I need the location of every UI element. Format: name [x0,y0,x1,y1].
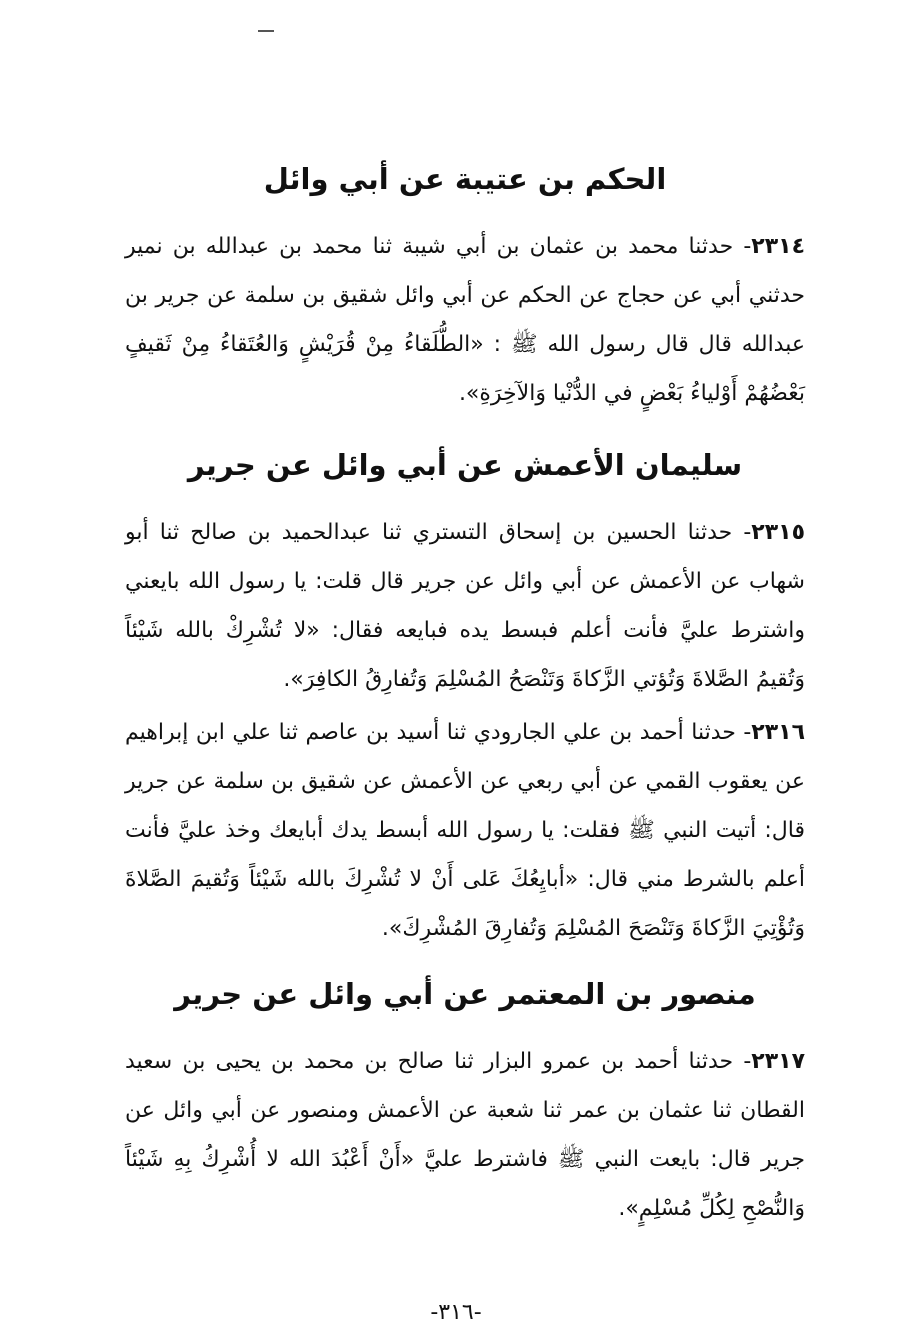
hadith-2317 [125,1037,805,1233]
hadith-2316 [125,708,805,953]
hadith-text: - حدثنا أحمد بن عمرو البزار ثنا صالح بن محمد بن يحيى بن سعيد القطان ثنا عثمان بن عمر ثنا شعبة عن الأعمش ومنصور عن أبي وائل عن جرير قال: بايعت النبي ﷺ فاشترط عليَّ «أَنْ أَعْبُدَ الله لا أُشْرِكُ بِهِ شَيْئاً وَالنُّصْحِ لِكُلِّ مُسْلِمٍ». [125,1049,805,1221]
hadith-number: ٢٣١٥ [751,520,805,545]
hadith-2315 [125,508,805,704]
hadith-2314 [125,222,805,418]
page-number: -٣١٦- [430,1300,482,1325]
section-heading-mansur: منصور بن المعتمر عن أبي وائل عن جرير [174,977,756,1011]
hadith-text: - حدثنا الحسين بن إسحاق التستري ثنا عبدالحميد بن صالح ثنا أبو شهاب عن الأعمش عن أبي وائل عن جرير قال قلت: يا رسول الله بايعني واشترط عليَّ فأنت أعلم فبسط يده فبايعه فقال: «لا تُشْرِكْ بالله شَيْئاً وَتُقيمُ الصَّلاةَ وَتُؤتي الزَّكاةَ وَتَنْصَحُ المُسْلِمَ وَتُفارِقُ الكافِرَ». [125,520,805,692]
hadith-number: ٢٣١٦ [751,720,805,745]
page-top-mark [258,30,274,32]
section-heading-hakam: الحكم بن عتيبة عن أبي وائل [263,162,667,196]
hadith-text: - حدثنا محمد بن عثمان بن أبي شيبة ثنا محمد بن عبدالله بن نمير حدثني أبي عن حجاج عن الحكم عن أبي وائل شقيق بن سلمة عن جرير بن عبدالله قال قال رسول الله ﷺ : «الطُّلَقاءُ مِنْ قُرَيْشٍ وَالعُتَقاءُ مِنْ ثَقيفٍ بَعْضُهُمْ أَوْلياءُ بَعْضٍ في الدُّنْيا وَالآخِرَةِ». [125,234,805,406]
hadith-number: ٢٣١٤ [751,234,805,259]
hadith-text: - حدثنا أحمد بن علي الجارودي ثنا أسيد بن عاصم ثنا علي ابن إبراهيم عن يعقوب القمي عن أبي ربعي عن الأعمش عن شقيق بن سلمة عن جرير قال: أتيت النبي ﷺ فقلت: يا رسول الله أبسط يدك أبايعك وخذ عليَّ فأنت أعلم بالشرط مني قال: «أبايِعُكَ عَلى أَنْ لا تُشْرِكَ بالله شَيْئاً وَتُقيمَ الصَّلاةَ وَتُؤْتِيَ الزَّكاةَ وَتَنْصَحَ المُسْلِمَ وَتُفارِقَ المُشْرِكَ». [125,720,805,941]
section-heading-amash: سليمان الأعمش عن أبي وائل عن جرير [187,448,743,482]
page-content [125,150,805,1241]
hadith-number: ٢٣١٧ [751,1049,805,1074]
